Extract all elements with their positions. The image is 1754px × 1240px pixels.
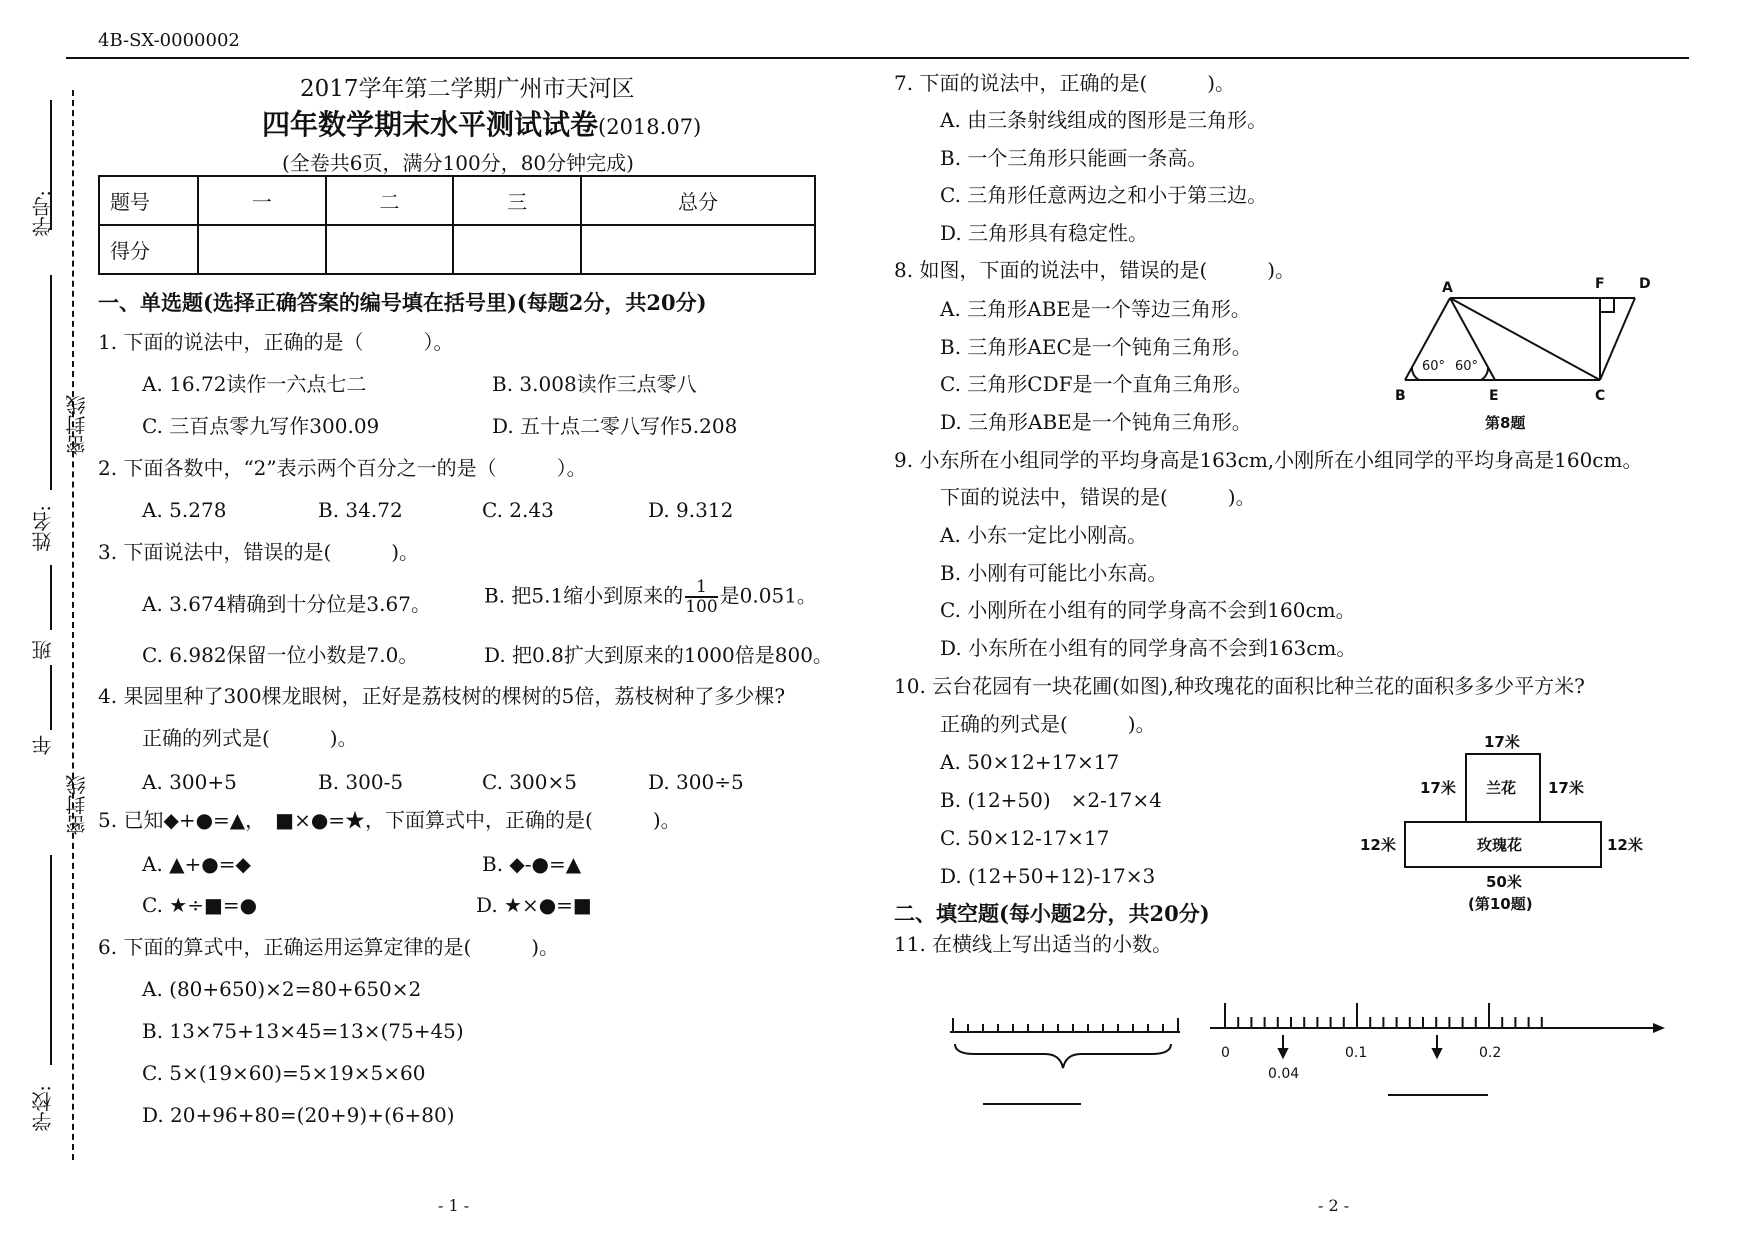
arrow-unknown-head	[1433, 1049, 1441, 1057]
score-cell: 一	[198, 176, 326, 225]
q10-label-right-bot: 12米	[1607, 836, 1643, 854]
q1-option-a: A. 16.72读作一六点七二	[142, 372, 367, 396]
q3-option-a: A. 3.674精确到十分位是3.67。	[142, 592, 431, 616]
binding-dashed-line	[72, 90, 74, 1160]
nl-label-004: 0.04	[1268, 1066, 1300, 1082]
fraction-denominator: 100	[685, 597, 718, 617]
q11-stem: 11. 在横线上写出适当的小数。	[894, 932, 1173, 956]
score-cell: 二	[326, 176, 454, 225]
q4-option-b: B. 300-5	[318, 770, 404, 794]
q5-option-b: B. ◆-●=▲	[482, 852, 582, 876]
q10-label-bottom: 50米	[1486, 873, 1522, 891]
q8-label-c: C	[1595, 388, 1606, 404]
q8-angle-label-1: 60°	[1422, 359, 1446, 374]
q1-stem: 1. 下面的说法中，正确的是（ ）。	[98, 330, 454, 354]
q10-option-a: A. 50×12+17×17	[940, 750, 1120, 774]
q10-stem2: 正确的列式是( )。	[940, 712, 1156, 736]
q9-option-c: C. 小刚所在小组有的同学身高不会到160cm。	[940, 598, 1356, 622]
q7-option-d: D. 三角形具有稳定性。	[940, 221, 1149, 245]
nl-label-0: 0	[1221, 1045, 1230, 1061]
label-nian: 年	[31, 735, 55, 755]
q10-stem: 10. 云台花园有一块花圃(如图),种玫瑰花的面积比种兰花的面积多多少平方米?	[894, 674, 1585, 698]
title-main: 四年数学期末水平测试试卷	[262, 108, 599, 141]
number-line-arrow	[1653, 1023, 1665, 1033]
q5-option-d: D. ★×●=■	[476, 893, 592, 917]
q10-label-lanhua: 兰花	[1486, 779, 1517, 797]
q10-option-b: B. (12+50) ×2-17×4	[940, 788, 1162, 812]
segment-cd	[1600, 298, 1635, 380]
q6-stem: 6. 下面的算式中，正确运用运算定律的是( )。	[98, 935, 560, 959]
score-input-cell[interactable]	[453, 225, 581, 274]
q8-label-d: D	[1639, 276, 1651, 292]
label-xuexiao: 学校:	[31, 1085, 55, 1132]
q8-stem: 8. 如图，下面的说法中，错误的是( )。	[894, 258, 1296, 282]
q10-label-right-top: 17米	[1548, 779, 1584, 797]
q1-option-c: C. 三百点零九写作300.09	[142, 414, 380, 438]
q10-label-meigui: 玫瑰花	[1477, 836, 1523, 854]
nl-label-01: 0.1	[1345, 1045, 1368, 1061]
margin-solid-line-2	[50, 275, 52, 490]
header-rule	[66, 57, 1689, 59]
q3-option-d: D. 把0.8扩大到原来的1000倍是800。	[484, 643, 833, 667]
q4-stem: 4. 果园里种了300棵龙眼树，正好是荔枝树的棵树的5倍，荔枝树种了多少棵?	[98, 684, 786, 708]
q10-label-top: 17米	[1484, 733, 1520, 751]
q8-option-d: D. 三角形ABE是一个钝角三角形。	[940, 410, 1252, 434]
angle-arc-e	[1481, 367, 1488, 380]
score-cell: 题号	[99, 176, 198, 225]
q2-option-c: C. 2.43	[482, 498, 554, 522]
q8-option-c: C. 三角形CDF是一个直角三角形。	[940, 372, 1253, 396]
q3-option-b-pre: B. 把5.1缩小到原来的	[484, 583, 684, 608]
q3-stem: 3. 下面说法中，错误的是( )。	[98, 540, 420, 564]
label-mifengxian-1: 密封线	[65, 395, 89, 455]
q7-option-c: C. 三角形任意两边之和小于第三边。	[940, 183, 1268, 207]
q5-option-c: C. ★÷■=●	[142, 893, 258, 917]
q8-caption: 第8题	[1485, 414, 1526, 432]
q9-option-a: A. 小东一定比小刚高。	[940, 523, 1148, 547]
score-input-cell[interactable]	[581, 225, 815, 274]
q8-label-b: B	[1395, 388, 1406, 404]
q3-option-b	[484, 578, 817, 616]
q7-option-a: A. 由三条射线组成的图形是三角形。	[940, 108, 1268, 132]
title-line3: (全卷共6页，满分100分，80分钟完成)	[282, 151, 634, 175]
q5-stem: 5. 已知◆+●=▲， ■×●=★，下面算式中，正确的是( )。	[98, 808, 681, 832]
score-table-header-row	[99, 176, 815, 225]
q1-option-d: D. 五十点二零八写作5.208	[492, 414, 738, 438]
section1-title: 一、单选题(选择正确答案的编号填在括号里)(每题2分，共20分)	[98, 290, 707, 315]
score-cell: 得分	[99, 225, 198, 274]
q9-option-b: B. 小刚有可能比小东高。	[940, 561, 1168, 585]
label-mifengxian-2: 密封线	[65, 775, 89, 835]
q10-option-c: C. 50×12-17×17	[940, 826, 1110, 850]
q8-figure	[1395, 270, 1665, 440]
q8-label-f: F	[1595, 276, 1605, 292]
q3-option-b-post: 是0.051。	[719, 583, 817, 608]
q10-figure	[1350, 730, 1650, 920]
fraction-1-100	[685, 578, 717, 616]
q2-stem: 2. 下面各数中，“2”表示两个百分之一的是（ ）。	[98, 456, 587, 480]
score-cell: 三	[453, 176, 581, 225]
label-xuehao: 学号:	[31, 190, 55, 237]
q8-option-b: B. 三角形AEC是一个钝角三角形。	[940, 335, 1252, 359]
score-table	[98, 175, 816, 275]
doc-code: 4B-SX-0000002	[98, 30, 240, 51]
q6-option-c: C. 5×(19×60)=5×19×5×60	[142, 1061, 426, 1085]
q10-option-d: D. (12+50+12)-17×3	[940, 864, 1156, 888]
q8-angle-label-2: 60°	[1455, 359, 1479, 374]
label-xingming: 姓名:	[31, 505, 55, 552]
q8-label-e: E	[1489, 388, 1499, 404]
q10-label-left-bot: 12米	[1360, 836, 1396, 854]
q6-option-a: A. (80+650)×2=80+650×2	[142, 977, 422, 1001]
right-angle-mark	[1600, 298, 1614, 312]
q6-option-b: B. 13×75+13×45=13×(75+45)	[142, 1019, 464, 1043]
label-ban: 班	[31, 640, 55, 660]
nl-label-02: 0.2	[1479, 1045, 1502, 1061]
q2-option-d: D. 9.312	[648, 498, 734, 522]
margin-solid-line-4	[50, 665, 52, 730]
q6-option-d: D. 20+96+80=(20+9)+(6+80)	[142, 1103, 455, 1127]
margin-solid-line-3	[50, 565, 52, 630]
q11-number-line	[1205, 995, 1665, 1105]
score-input-cell[interactable]	[198, 225, 326, 274]
score-table-score-row	[99, 225, 815, 274]
q9-stem: 9. 小东所在小组同学的平均身高是163cm,小刚所在小组同学的平均身高是160cm。	[894, 448, 1643, 472]
q8-label-a: A	[1442, 280, 1453, 296]
q4-stem2: 正确的列式是( )。	[142, 726, 358, 750]
section2-title: 二、填空题(每小题2分，共20分)	[894, 901, 1210, 926]
score-input-cell[interactable]	[326, 225, 454, 274]
arrow-004-head	[1279, 1049, 1287, 1057]
ruler-brace	[955, 1044, 1171, 1068]
q7-stem: 7. 下面的说法中，正确的是( )。	[894, 71, 1236, 95]
fraction-numerator: 1	[685, 578, 717, 598]
q9-stem2: 下面的说法中，错误的是( )。	[940, 485, 1256, 509]
q9-option-d: D. 小东所在小组有的同学身高不会到163cm。	[940, 636, 1357, 660]
page-number-2: - 2 -	[1318, 1196, 1350, 1215]
q11-ruler-left	[945, 1000, 1195, 1110]
page-number-1: - 1 -	[438, 1196, 470, 1215]
title-date: (2018.07)	[598, 115, 702, 139]
number-line-ticks	[1225, 1003, 1542, 1028]
q10-caption: (第10题)	[1468, 895, 1533, 913]
q2-option-b: B. 34.72	[318, 498, 403, 522]
q7-option-b: B. 一个三角形只能画一条高。	[940, 146, 1208, 170]
angle-arc-b	[1412, 367, 1419, 380]
title-line1: 2017学年第二学期广州市天河区	[300, 76, 635, 102]
score-cell: 总分	[581, 176, 815, 225]
q4-option-d: D. 300÷5	[648, 770, 744, 794]
q3-option-c: C. 6.982保留一位小数是7.0。	[142, 643, 419, 667]
title-line2	[262, 103, 701, 143]
q8-option-a: A. 三角形ABE是一个等边三角形。	[940, 297, 1251, 321]
q2-option-a: A. 5.278	[142, 498, 227, 522]
q10-label-left-top: 17米	[1420, 779, 1456, 797]
q4-option-c: C. 300×5	[482, 770, 577, 794]
q1-option-b: B. 3.008读作三点零八	[492, 372, 697, 396]
ruler-ticks	[953, 1018, 1178, 1032]
q4-option-a: A. 300+5	[142, 770, 237, 794]
q5-option-a: A. ▲+●=◆	[142, 852, 251, 876]
margin-solid-line-5	[50, 855, 52, 1065]
